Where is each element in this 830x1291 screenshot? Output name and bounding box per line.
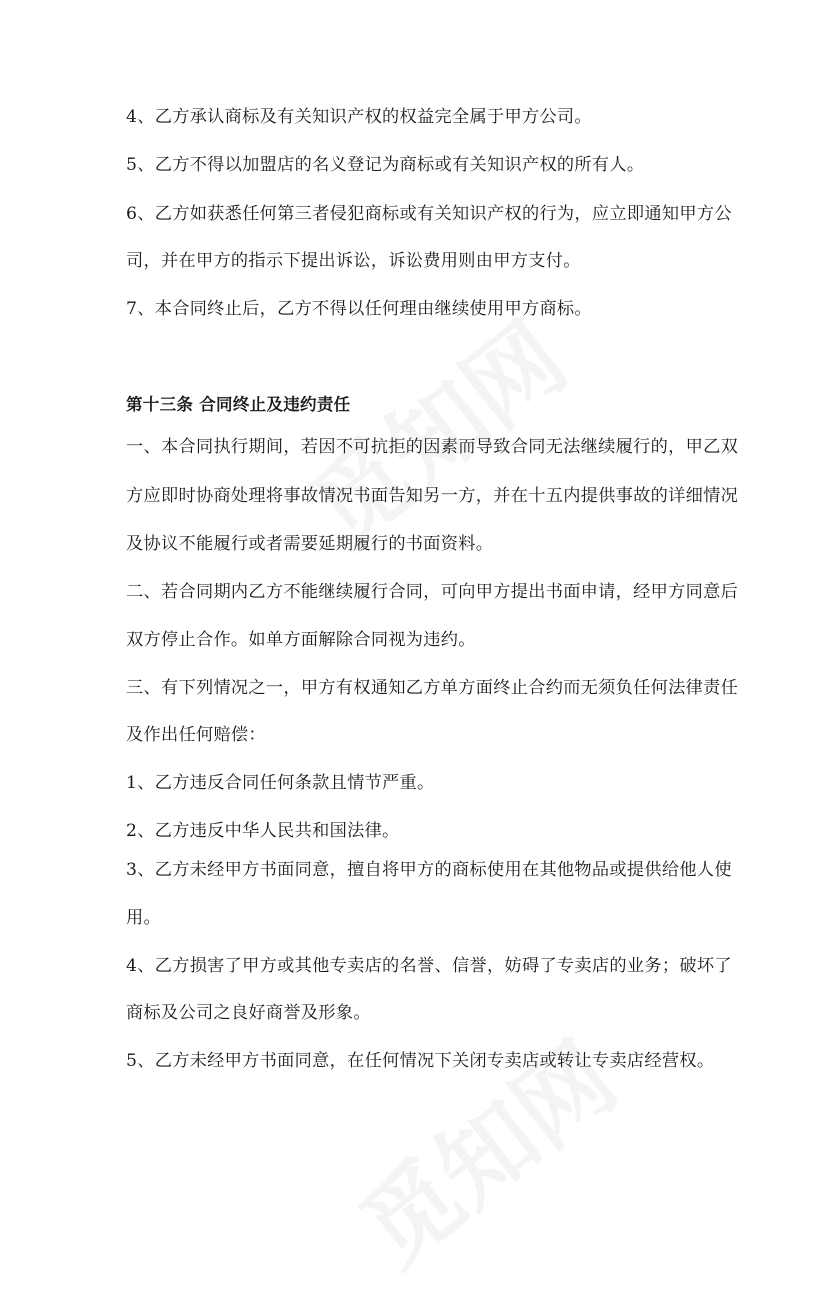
paragraph-one-line2: 方应即时协商处理将事故情况书面告知另一方，并在十五内提供事故的详细情况	[126, 486, 739, 506]
section-heading: 第十三条 合同终止及违约责任	[126, 395, 351, 414]
clause-5-text: 5、乙方不得以加盟店的名义登记为商标或有关知识产权的所有人。	[126, 155, 645, 175]
paragraph-three-line2: 及作出任何赔偿：	[126, 725, 266, 745]
list-item-4-line2: 商标及公司之良好商誉及形象。	[126, 1003, 371, 1023]
clause-7-text: 7、本合同终止后，乙方不得以任何理由继续使用甲方商标。	[126, 299, 592, 319]
paragraph-one-line1: 一、本合同执行期间，若因不可抗拒的因素而导致合同无法继续履行的，甲乙双	[126, 437, 739, 457]
clause-4-text: 4、乙方承认商标及有关知识产权的权益完全属于甲方公司。	[126, 107, 592, 127]
paragraph-two-line2: 双方停止合作。如单方面解除合同视为违约。	[126, 630, 476, 650]
list-item-5: 5、乙方未经甲方书面同意，在任何情况下关闭专卖店或转让专卖店经营权。	[126, 1051, 715, 1071]
paragraph-three-line1: 三、有下列情况之一，甲方有权通知乙方单方面终止合约而无须负任何法律责任	[126, 678, 739, 698]
clause-6-text-line2: 司，并在甲方的指示下提出诉讼，诉讼费用则由甲方支付。	[126, 251, 581, 271]
list-item-3-line1: 3、乙方未经甲方书面同意，擅自将甲方的商标使用在其他物品或提供给他人使	[126, 860, 732, 880]
clause-6-text-line1: 6、乙方如获悉任何第三者侵犯商标或有关知识产权的行为，应立即通知甲方公	[126, 204, 732, 224]
paragraph-two-line1: 二、若合同期内乙方不能继续履行合同，可向甲方提出书面申请，经甲方同意后	[126, 582, 739, 602]
watermark	[278, 286, 589, 571]
list-item-3-line2: 用。	[126, 908, 161, 928]
paragraph-one-line3: 及协议不能履行或者需要延期履行的书面资料。	[126, 534, 494, 554]
list-item-1: 1、乙方违反合同任何条款且情节严重。	[126, 773, 435, 793]
list-item-4-line1: 4、乙方损害了甲方或其他专卖店的名誉、信誉，妨碍了专卖店的业务；破坏了	[126, 956, 732, 976]
list-item-2: 2、乙方违反中华人民共和国法律。	[126, 821, 400, 841]
